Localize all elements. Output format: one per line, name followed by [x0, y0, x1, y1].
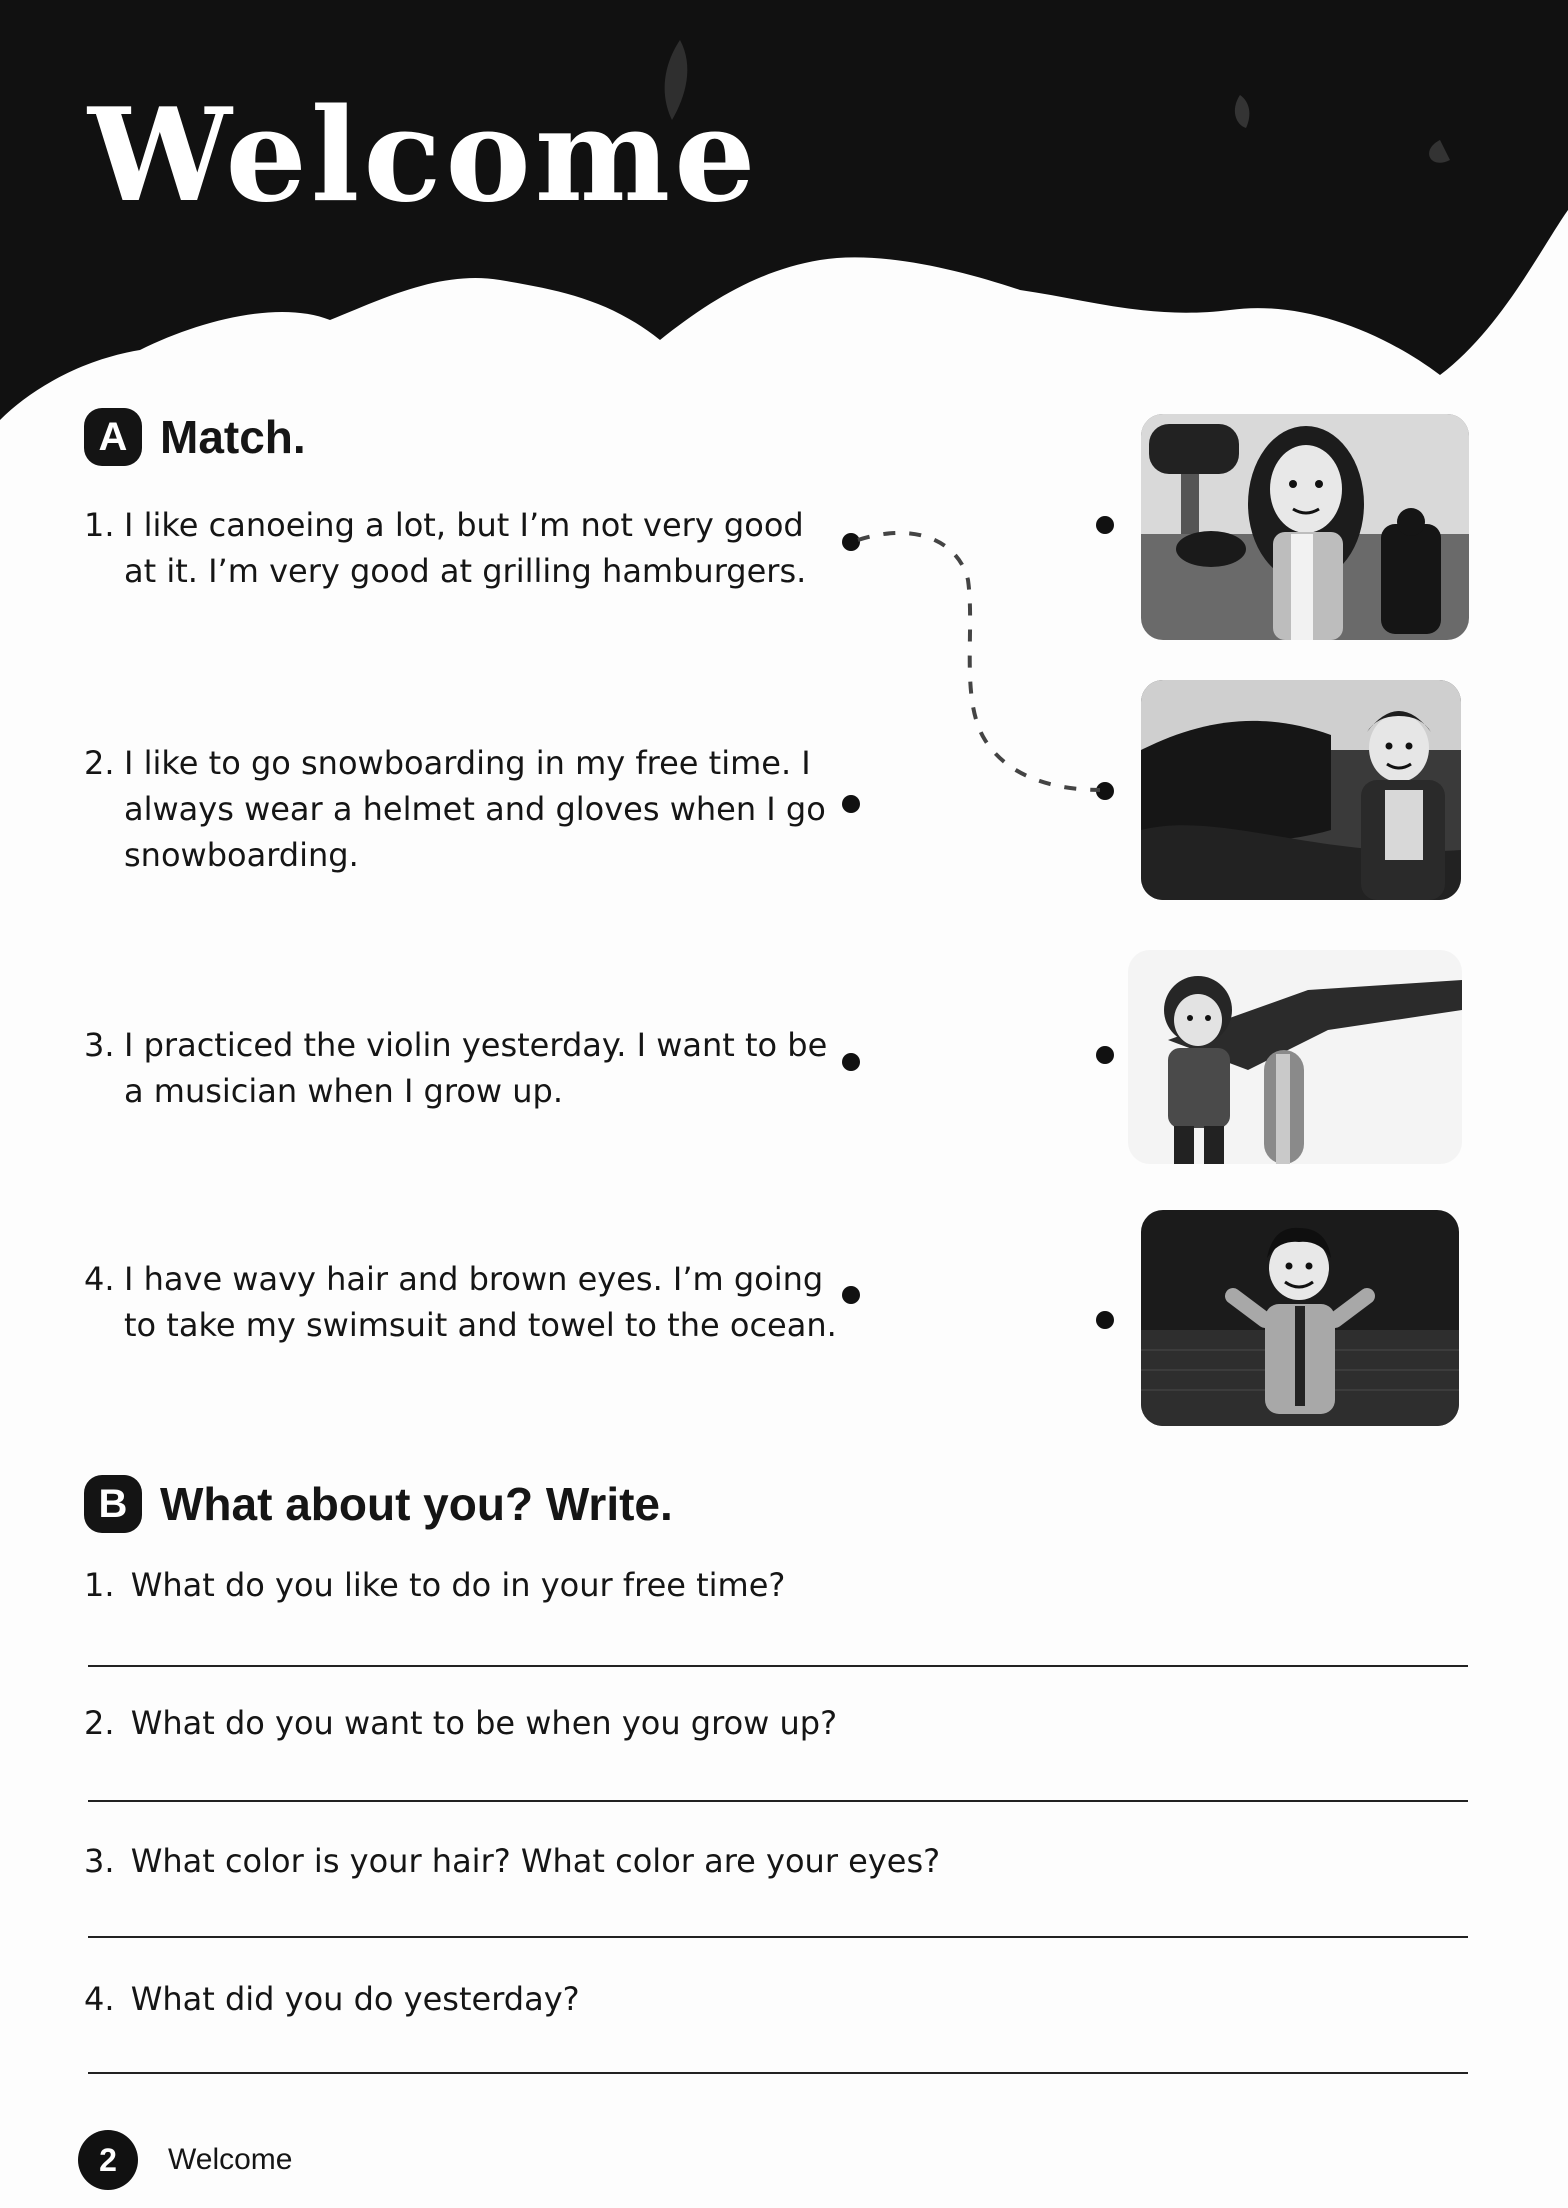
- question-3: [84, 1842, 940, 1880]
- question-1: [84, 1566, 785, 1604]
- question-4: [84, 1980, 580, 2018]
- match-item-text: I like canoeing a lot, but I’m not very good at it. I’m very good at grilling hamburgers.: [124, 506, 807, 590]
- section-b-badge: B: [84, 1475, 142, 1533]
- answer-line-1[interactable]: [88, 1665, 1468, 1667]
- question-number: 1.: [84, 1566, 115, 1604]
- match-item-number: 3.: [84, 1026, 115, 1064]
- match-item-text: I practiced the violin yesterday. I want to be a musician when I grow up.: [124, 1026, 828, 1110]
- match-item-number: 1.: [84, 506, 115, 544]
- section-b-header: [84, 1475, 673, 1533]
- girl-snowboarding-picture: [1128, 950, 1462, 1164]
- boy-with-canoe-picture: [1141, 680, 1461, 900]
- boy-at-ocean-picture: [1141, 1210, 1459, 1426]
- question-2: [84, 1704, 837, 1742]
- match-item-text: I like to go snowboarding in my free time. I always wear a helmet and gloves when I go snowboarding.: [124, 744, 826, 874]
- question-number: 3.: [84, 1842, 115, 1880]
- question-text: What did you do yesterday?: [130, 1980, 580, 2018]
- match-item-text: I have wavy hair and brown eyes. I’m going to take my swimsuit and towel to the ocean.: [124, 1260, 837, 1344]
- page-number: 2: [78, 2130, 138, 2190]
- question-text: What color is your hair? What color are your eyes?: [130, 1842, 941, 1880]
- question-number: 2.: [84, 1704, 115, 1742]
- girl-with-bag-picture: [1141, 414, 1469, 640]
- footer-label: Welcome: [168, 2143, 293, 2176]
- section-a-title: Match.: [160, 411, 306, 463]
- question-text: What do you like to do in your free time?: [130, 1566, 786, 1604]
- answer-line-4[interactable]: [88, 2072, 1468, 2074]
- page-footer: [78, 2130, 292, 2190]
- match-item-number: 4.: [84, 1260, 115, 1298]
- answer-line-2[interactable]: [88, 1800, 1468, 1802]
- section-b-title: What about you? Write.: [160, 1478, 673, 1530]
- match-item-number: 2.: [84, 744, 115, 782]
- page-title: Welcome: [88, 81, 760, 231]
- section-a-badge: A: [84, 408, 142, 466]
- question-number: 4.: [84, 1980, 115, 2018]
- question-text: What do you want to be when you grow up?: [130, 1704, 838, 1742]
- answer-line-3[interactable]: [88, 1936, 1468, 1938]
